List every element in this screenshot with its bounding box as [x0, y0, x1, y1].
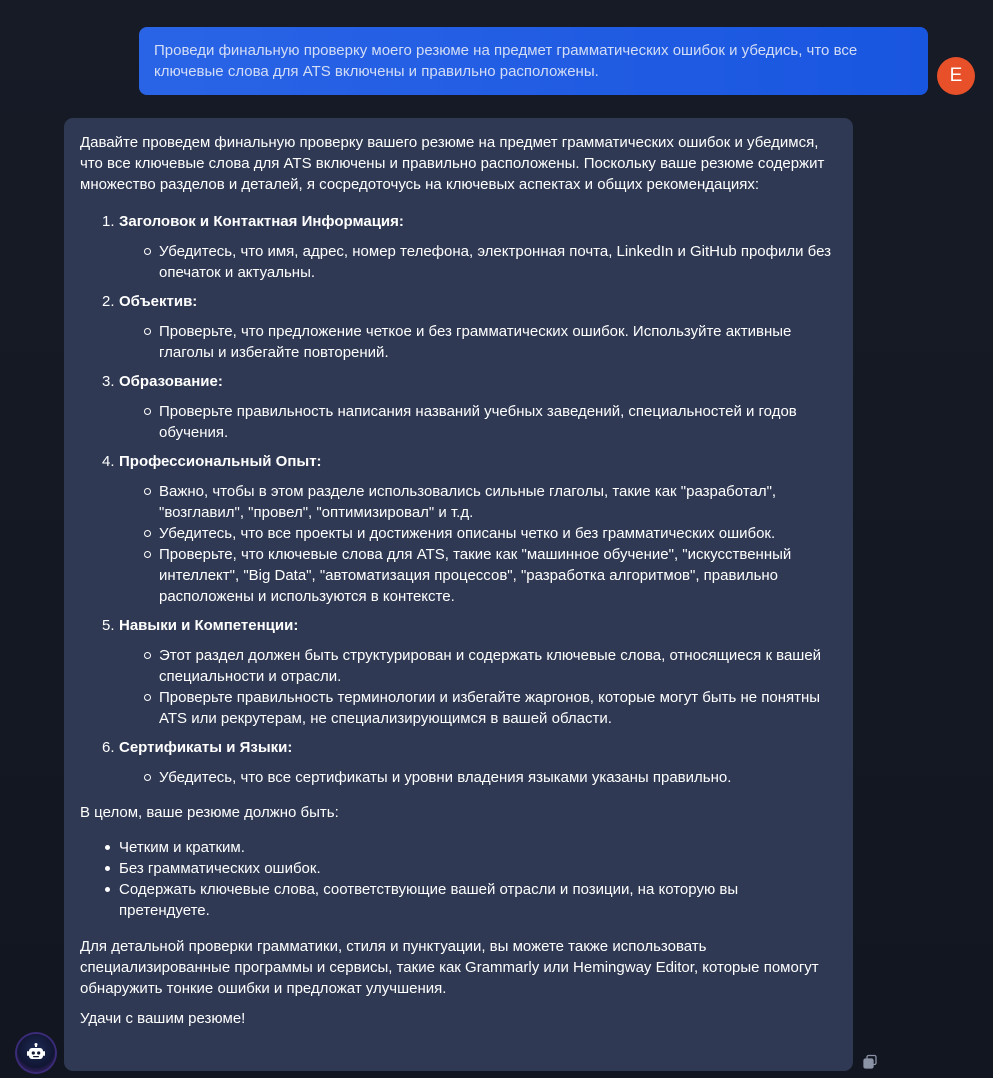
checklist-section: [102, 211, 833, 283]
checklist-section: [102, 371, 833, 443]
copy-icon[interactable]: [862, 1054, 878, 1070]
section-title: [102, 615, 833, 636]
section-number: 1.: [102, 213, 115, 230]
section-items: [119, 401, 833, 443]
section-item: Проверьте правильность написания названий учебных заведений, специальностей и годов обучения.: [159, 401, 833, 443]
section-item: Проверьте, что предложение четкое и без грамматических ошибок. Используйте активные глаголы и избегайте повторений.: [159, 321, 833, 363]
summary-bullet: Содержать ключевые слова, соответствующие вашей отрасли и позиции, на которую вы претендуете.: [119, 879, 833, 921]
section-items: [119, 767, 833, 788]
section-item: Убедитесь, что все проекты и достижения описаны четко и без грамматических ошибок.: [159, 523, 833, 544]
section-title-text: Профессиональный Опыт:: [119, 453, 322, 470]
section-title: [102, 291, 833, 312]
section-item: Важно, чтобы в этом разделе использовались сильные глаголы, такие как "разработал", "возглавил", "провел", "оптимизировал" и т.д.: [159, 481, 833, 523]
user-message-bubble: [139, 27, 928, 95]
section-title: [102, 371, 833, 392]
assistant-intro-text: Давайте проведем финальную проверку вашего резюме на предмет грамматических ошибок и убедимся, что все ключевые слова для ATS включены и правильно расположены. Поскольку ваше резюме содержит множество разделов и деталей, я сосредоточусь на ключевых аспектах и общих рекомендациях:: [80, 134, 825, 193]
section-number: 6.: [102, 739, 115, 756]
section-number: 2.: [102, 293, 115, 310]
summary-text: В целом, ваше резюме должно быть:: [80, 804, 339, 821]
robot-icon: [26, 1043, 46, 1063]
summary-bullets: [80, 837, 833, 921]
section-items: [119, 321, 833, 363]
user-message-row: [0, 0, 993, 110]
section-item: Этот раздел должен быть структурирован и содержать ключевые слова, относящиеся к вашей специальности и отрасли.: [159, 645, 833, 687]
section-title: [102, 737, 833, 758]
section-item: Убедитесь, что все сертификаты и уровни владения языками указаны правильно.: [159, 767, 833, 788]
section-item: Проверьте правильность терминологии и избегайте жаргонов, которые могут быть не понятны ATS или рекрутерам, не специализирующимся в вашей области.: [159, 687, 833, 729]
section-title-text: Навыки и Компетенции:: [119, 617, 299, 634]
assistant-avatar: [17, 1034, 55, 1072]
section-title-text: Образование:: [119, 373, 223, 390]
signoff-text: Удачи с вашим резюме!: [80, 1010, 246, 1027]
section-item: Убедитесь, что имя, адрес, номер телефона, электронная почта, LinkedIn и GitHub профили без опечаток и актуальны.: [159, 241, 833, 283]
section-title: [102, 451, 833, 472]
section-title-text: Объектив:: [119, 293, 198, 310]
section-number: 3.: [102, 373, 115, 390]
checklist-section: [102, 291, 833, 363]
checklist-section: [102, 737, 833, 788]
section-item: Проверьте, что ключевые слова для ATS, такие как "машинное обучение", "искусственный интеллект", "Big Data", "автоматизация процессов", "разработка алгоритмов", правильно расположены и используются в контексте.: [159, 544, 833, 607]
user-message-text: Проведи финальную проверку моего резюме на предмет грамматических ошибок и убедись, что все ключевые слова для ATS включены и правильно расположены.: [154, 42, 858, 80]
section-number: 5.: [102, 617, 115, 634]
summary-bullet: Без грамматических ошибок.: [119, 858, 833, 879]
checklist-section: [102, 615, 833, 729]
outro-text: Для детальной проверки грамматики, стиля и пунктуации, вы можете также использовать специализированные программы и сервисы, такие как Grammarly или Hemingway Editor, которые помогут обнаружить тонкие ошибки и предложат улучшения.: [80, 938, 819, 997]
summary-bullet: Четким и кратким.: [119, 837, 833, 858]
section-title: [102, 211, 833, 232]
section-title-text: Сертификаты и Языки:: [119, 739, 293, 756]
section-items: [119, 241, 833, 283]
section-items: [119, 645, 833, 729]
section-items: [119, 481, 833, 607]
section-title-text: Заголовок и Контактная Информация:: [119, 213, 404, 230]
assistant-message-bubble: [64, 118, 853, 1071]
checklist-sections: [80, 211, 833, 788]
checklist-section: [102, 451, 833, 607]
user-avatar[interactable]: E: [937, 57, 975, 95]
section-number: 4.: [102, 453, 115, 470]
